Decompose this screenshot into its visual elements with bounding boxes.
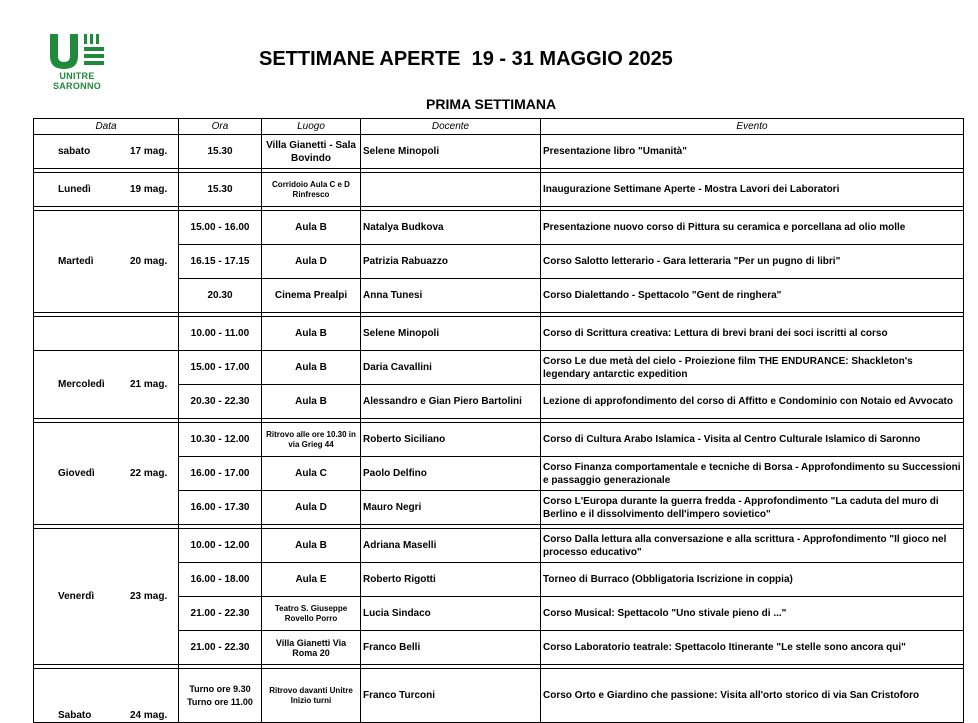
table-header-row	[34, 119, 964, 135]
time-cell: 15.00 - 16.00	[179, 211, 262, 245]
time-cell: 15.00 - 17.00	[179, 351, 262, 385]
week-title: PRIMA SETTIMANA	[426, 96, 557, 112]
location-cell: Aula B	[262, 385, 361, 419]
time-cell: 16.15 - 17.15	[179, 245, 262, 279]
table-row	[34, 669, 964, 723]
date-cell	[34, 423, 179, 525]
teacher-cell: Daria Cavallini	[361, 351, 541, 385]
schedule-table	[33, 118, 964, 723]
event-cell: Presentazione libro "Umanità"	[541, 135, 964, 169]
location-cell: Aula C	[262, 457, 361, 491]
location-cell: Teatro S. Giuseppe Rovello Porro	[262, 597, 361, 631]
location-cell: Aula D	[262, 491, 361, 525]
event-cell: Corso Orto e Giardino che passione: Visita all'orto storico di via San Cristoforo	[541, 669, 964, 723]
teacher-cell	[361, 173, 541, 207]
day-date: 21 mag.	[130, 379, 168, 390]
day-name: Mercoledì	[58, 379, 105, 390]
teacher-cell: Mauro Negri	[361, 491, 541, 525]
location-cell: Villa Gianetti - Sala Bovindo	[262, 135, 361, 169]
unitre-logo-mark	[48, 32, 106, 70]
day-name: Sabato	[58, 710, 92, 721]
teacher-cell: Roberto Siciliano	[361, 423, 541, 457]
event-cell: Corso di Scrittura creativa: Lettura di brevi brani dei soci iscritti al corso	[541, 317, 964, 351]
date-cell	[34, 529, 179, 665]
event-cell: Corso Finanza comportamentale e tecniche di Borsa - Approfondimento su Successioni e passaggio generazionale	[541, 457, 964, 491]
location-cell: Cinema Prealpi	[262, 279, 361, 313]
event-cell: Corso L'Europa durante la guerra fredda - Approfondimento "La caduta del muro di Berlino e il dissolvimento dell'impero sovietico"	[541, 491, 964, 525]
day-date: 20 mag.	[130, 256, 168, 267]
location-cell: Aula B	[262, 317, 361, 351]
header-data: Data	[34, 119, 179, 135]
time-cell: 20.30	[179, 279, 262, 313]
location-cell: Aula B	[262, 529, 361, 563]
time-cell: 16.00 - 17.30	[179, 491, 262, 525]
location-cell: Aula E	[262, 563, 361, 597]
time-cell: 21.00 - 22.30	[179, 631, 262, 665]
time-cell: 10.30 - 12.00	[179, 423, 262, 457]
table-row	[34, 351, 964, 385]
time-cell: 16.00 - 17.00	[179, 457, 262, 491]
event-cell: Torneo di Burraco (Obbligatoria Iscrizione in coppia)	[541, 563, 964, 597]
header-luogo: Luogo	[262, 119, 361, 135]
teacher-cell: Anna Tunesi	[361, 279, 541, 313]
teacher-cell: Selene Minopoli	[361, 135, 541, 169]
event-cell: Corso Dialettando - Spettacolo "Gent de ringhera"	[541, 279, 964, 313]
location-cell: Aula D	[262, 245, 361, 279]
event-cell: Corso Musical: Spettacolo "Uno stivale pieno di ..."	[541, 597, 964, 631]
teacher-cell: Lucia Sindaco	[361, 597, 541, 631]
date-cell	[34, 351, 179, 419]
teacher-cell: Patrizia Rabuazzo	[361, 245, 541, 279]
day-date: 22 mag.	[130, 468, 168, 479]
day-name: Martedì	[58, 256, 94, 267]
date-cell	[34, 135, 179, 169]
day-name: Venerdì	[58, 591, 95, 602]
event-cell: Corso Laboratorio teatrale: Spettacolo Itinerante "Le stelle sono ancora qui"	[541, 631, 964, 665]
table-row	[34, 211, 964, 245]
unitre-logo	[44, 32, 110, 94]
location-cell: Ritrovo alle ore 10.30 in via Grieg 44	[262, 423, 361, 457]
event-cell: Corso Le due metà del cielo - Proiezione film THE ENDURANCE: Shackleton's legendary antarctic expedition	[541, 351, 964, 385]
event-cell: Inaugurazione Settimane Aperte - Mostra Lavori dei Laboratori	[541, 173, 964, 207]
time-cell: 15.30	[179, 135, 262, 169]
day-date: 24 mag.	[130, 710, 168, 721]
teacher-cell: Paolo Delfino	[361, 457, 541, 491]
day-name: Lunedì	[58, 184, 91, 195]
time-cell: 10.00 - 11.00	[179, 317, 262, 351]
date-cell	[34, 669, 179, 723]
event-cell: Presentazione nuovo corso di Pittura su ceramica e porcellana ad olio molle	[541, 211, 964, 245]
day-date: 19 mag.	[130, 184, 168, 195]
location-cell: Aula B	[262, 351, 361, 385]
teacher-cell: Alessandro e Gian Piero Bartolini	[361, 385, 541, 419]
date-cell-empty	[34, 317, 179, 351]
event-cell: Corso di Cultura Arabo Islamica - Visita al Centro Culturale Islamico di Saronno	[541, 423, 964, 457]
teacher-cell: Selene Minopoli	[361, 317, 541, 351]
time-cell: 20.30 - 22.30	[179, 385, 262, 419]
header-docente: Docente	[361, 119, 541, 135]
date-cell	[34, 173, 179, 207]
day-name: sabato	[58, 146, 91, 157]
time-cell: 16.00 - 18.00	[179, 563, 262, 597]
event-cell: Corso Salotto letterario - Gara letteraria "Per un pugno di libri"	[541, 245, 964, 279]
teacher-cell: Natalya Budkova	[361, 211, 541, 245]
table-row	[34, 423, 964, 457]
day-date: 23 mag.	[130, 591, 168, 602]
teacher-cell: Adriana Maselli	[361, 529, 541, 563]
location-cell: Ritrovo davanti Unitre Inizio turni	[262, 669, 361, 723]
header-ora: Ora	[179, 119, 262, 135]
location-cell: Villa Gianetti Via Roma 20	[262, 631, 361, 665]
table-row	[34, 135, 964, 169]
logo-line-2: SARONNO	[52, 81, 102, 91]
date-cell	[34, 211, 179, 313]
event-cell: Corso Dalla lettura alla conversazione e alla scrittura - Approfondimento "Il gioco nel processo educativo"	[541, 529, 964, 563]
teacher-cell: Franco Turconi	[361, 669, 541, 723]
time-cell: 10.00 - 12.00	[179, 529, 262, 563]
time-cell: 21.00 - 22.30	[179, 597, 262, 631]
location-cell: Aula B	[262, 211, 361, 245]
location-cell: Corridoio Aula C e D Rinfresco	[262, 173, 361, 207]
day-name: Giovedì	[58, 468, 95, 479]
table-row	[34, 173, 964, 207]
page-title: SETTIMANE APERTE 19 - 31 MAGGIO 2025	[259, 48, 673, 70]
event-cell: Lezione di approfondimento del corso di Affitto e Condominio con Notaio ed Avvocato	[541, 385, 964, 419]
logo-line-1: UNITRE	[59, 71, 95, 81]
time-cell: 15.30	[179, 173, 262, 207]
table-row	[34, 317, 964, 351]
header-evento: Evento	[541, 119, 964, 135]
time-cell: Turno ore 9.30 Turno ore 11.00	[179, 669, 262, 723]
teacher-cell: Franco Belli	[361, 631, 541, 665]
table-row	[34, 529, 964, 563]
teacher-cell: Roberto Rigotti	[361, 563, 541, 597]
day-date: 17 mag.	[130, 146, 168, 157]
